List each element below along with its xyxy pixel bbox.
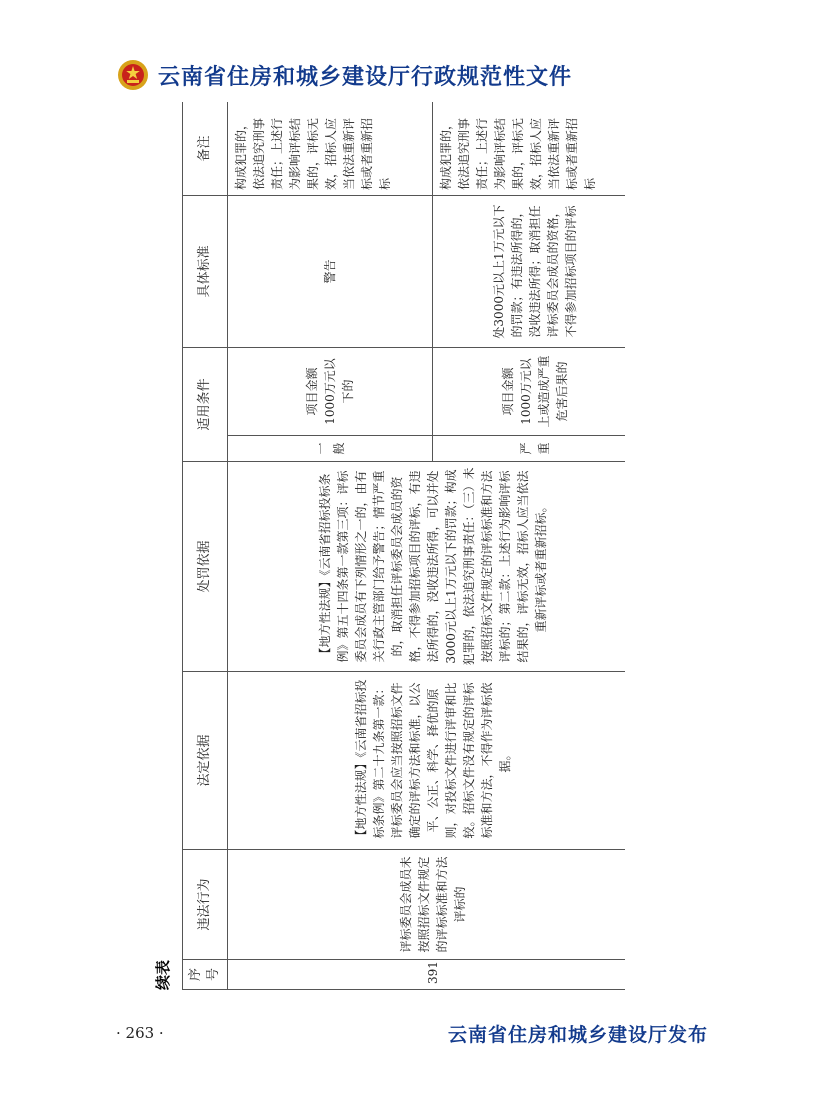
standard-general: 警告 [228, 195, 433, 347]
col-header-penalty-basis: 处罚依据 [183, 462, 228, 672]
national-emblem-icon [116, 58, 150, 92]
document-header [116, 56, 572, 94]
col-header-note: 备注 [183, 102, 228, 195]
penalty-basis-cell: 【地方性法规】《云南省招标投标条例》第五十四条第一款第三项：评标委员会成员有下列情形之一的，由有关行政主管部门给予警告；情节严重的，取消担任评标委员会成员的资格，不得参加招标项目的评标，有违法所得的，没收违法所得，可以并处3000元以上1万元以下的罚款；构成犯罪的，依法追究刑事责任：（三）未按照招标文件规定的评标标准和方法评标的；第二款：上述行为影响评标结果的，评标无效，招标人应当依法重新评标或者重新招标。 [228, 462, 626, 672]
table-row [228, 102, 433, 990]
rotated-table-content [152, 102, 625, 990]
legal-basis-cell: 【地方性法规】《云南省招标投标条例》第二十九条第一款：评标委员会应当按照招标文件确定的评标方法和标准，以公平、公正、科学、择优的原则，对投标文件进行评审和比较。招标文件没有规定的评标标准和方法，不得作为评标依据。 [228, 672, 626, 850]
row-number: 391 [228, 960, 626, 990]
col-header-violation: 违法行为 [183, 850, 228, 960]
continued-label: 续表 [154, 959, 172, 990]
col-header-legal-basis: 法定依据 [183, 672, 228, 850]
footer-publisher: 云南省住房和城乡建设厅发布 [447, 1024, 708, 1046]
note-serious: 构成犯罪的，依法追究刑事责任；上述行为影响评标结果的，评标无效，招标人应当依法重新评标或者重新招标 [433, 102, 626, 195]
page-number: · 263 · [116, 1024, 164, 1042]
penalty-standard-table [182, 102, 625, 990]
standard-serious: 处3000元以上1万元以下的罚款；有违法所得的，没收违法所得；取消担任评标委员会成员的资格，不得参加招标项目的评标 [433, 195, 626, 347]
col-header-condition: 适用条件 [183, 347, 228, 461]
col-header-standard: 具体标准 [183, 195, 228, 347]
document-header-title: 云南省住房和城乡建设厅行政规范性文件 [158, 64, 573, 90]
rotated-table-region [152, 102, 625, 990]
condition-general: 项目金额1000万元以下的 [228, 347, 433, 435]
level-serious: 严重 [433, 436, 626, 462]
note-general: 构成犯罪的，依法追究刑事责任；上述行为影响评标结果的，评标无效，招标人应当依法重新评标或者重新招标 [228, 102, 433, 195]
violation-cell: 评标委员会成员未按照招标文件规定的评标标准和方法评标的 [228, 850, 626, 960]
condition-serious: 项目金额1000万元以上或造成严重危害后果的 [433, 347, 626, 435]
level-general: 一般 [228, 436, 433, 462]
col-header-number: 序号 [183, 960, 228, 990]
table-header-row [183, 102, 228, 990]
